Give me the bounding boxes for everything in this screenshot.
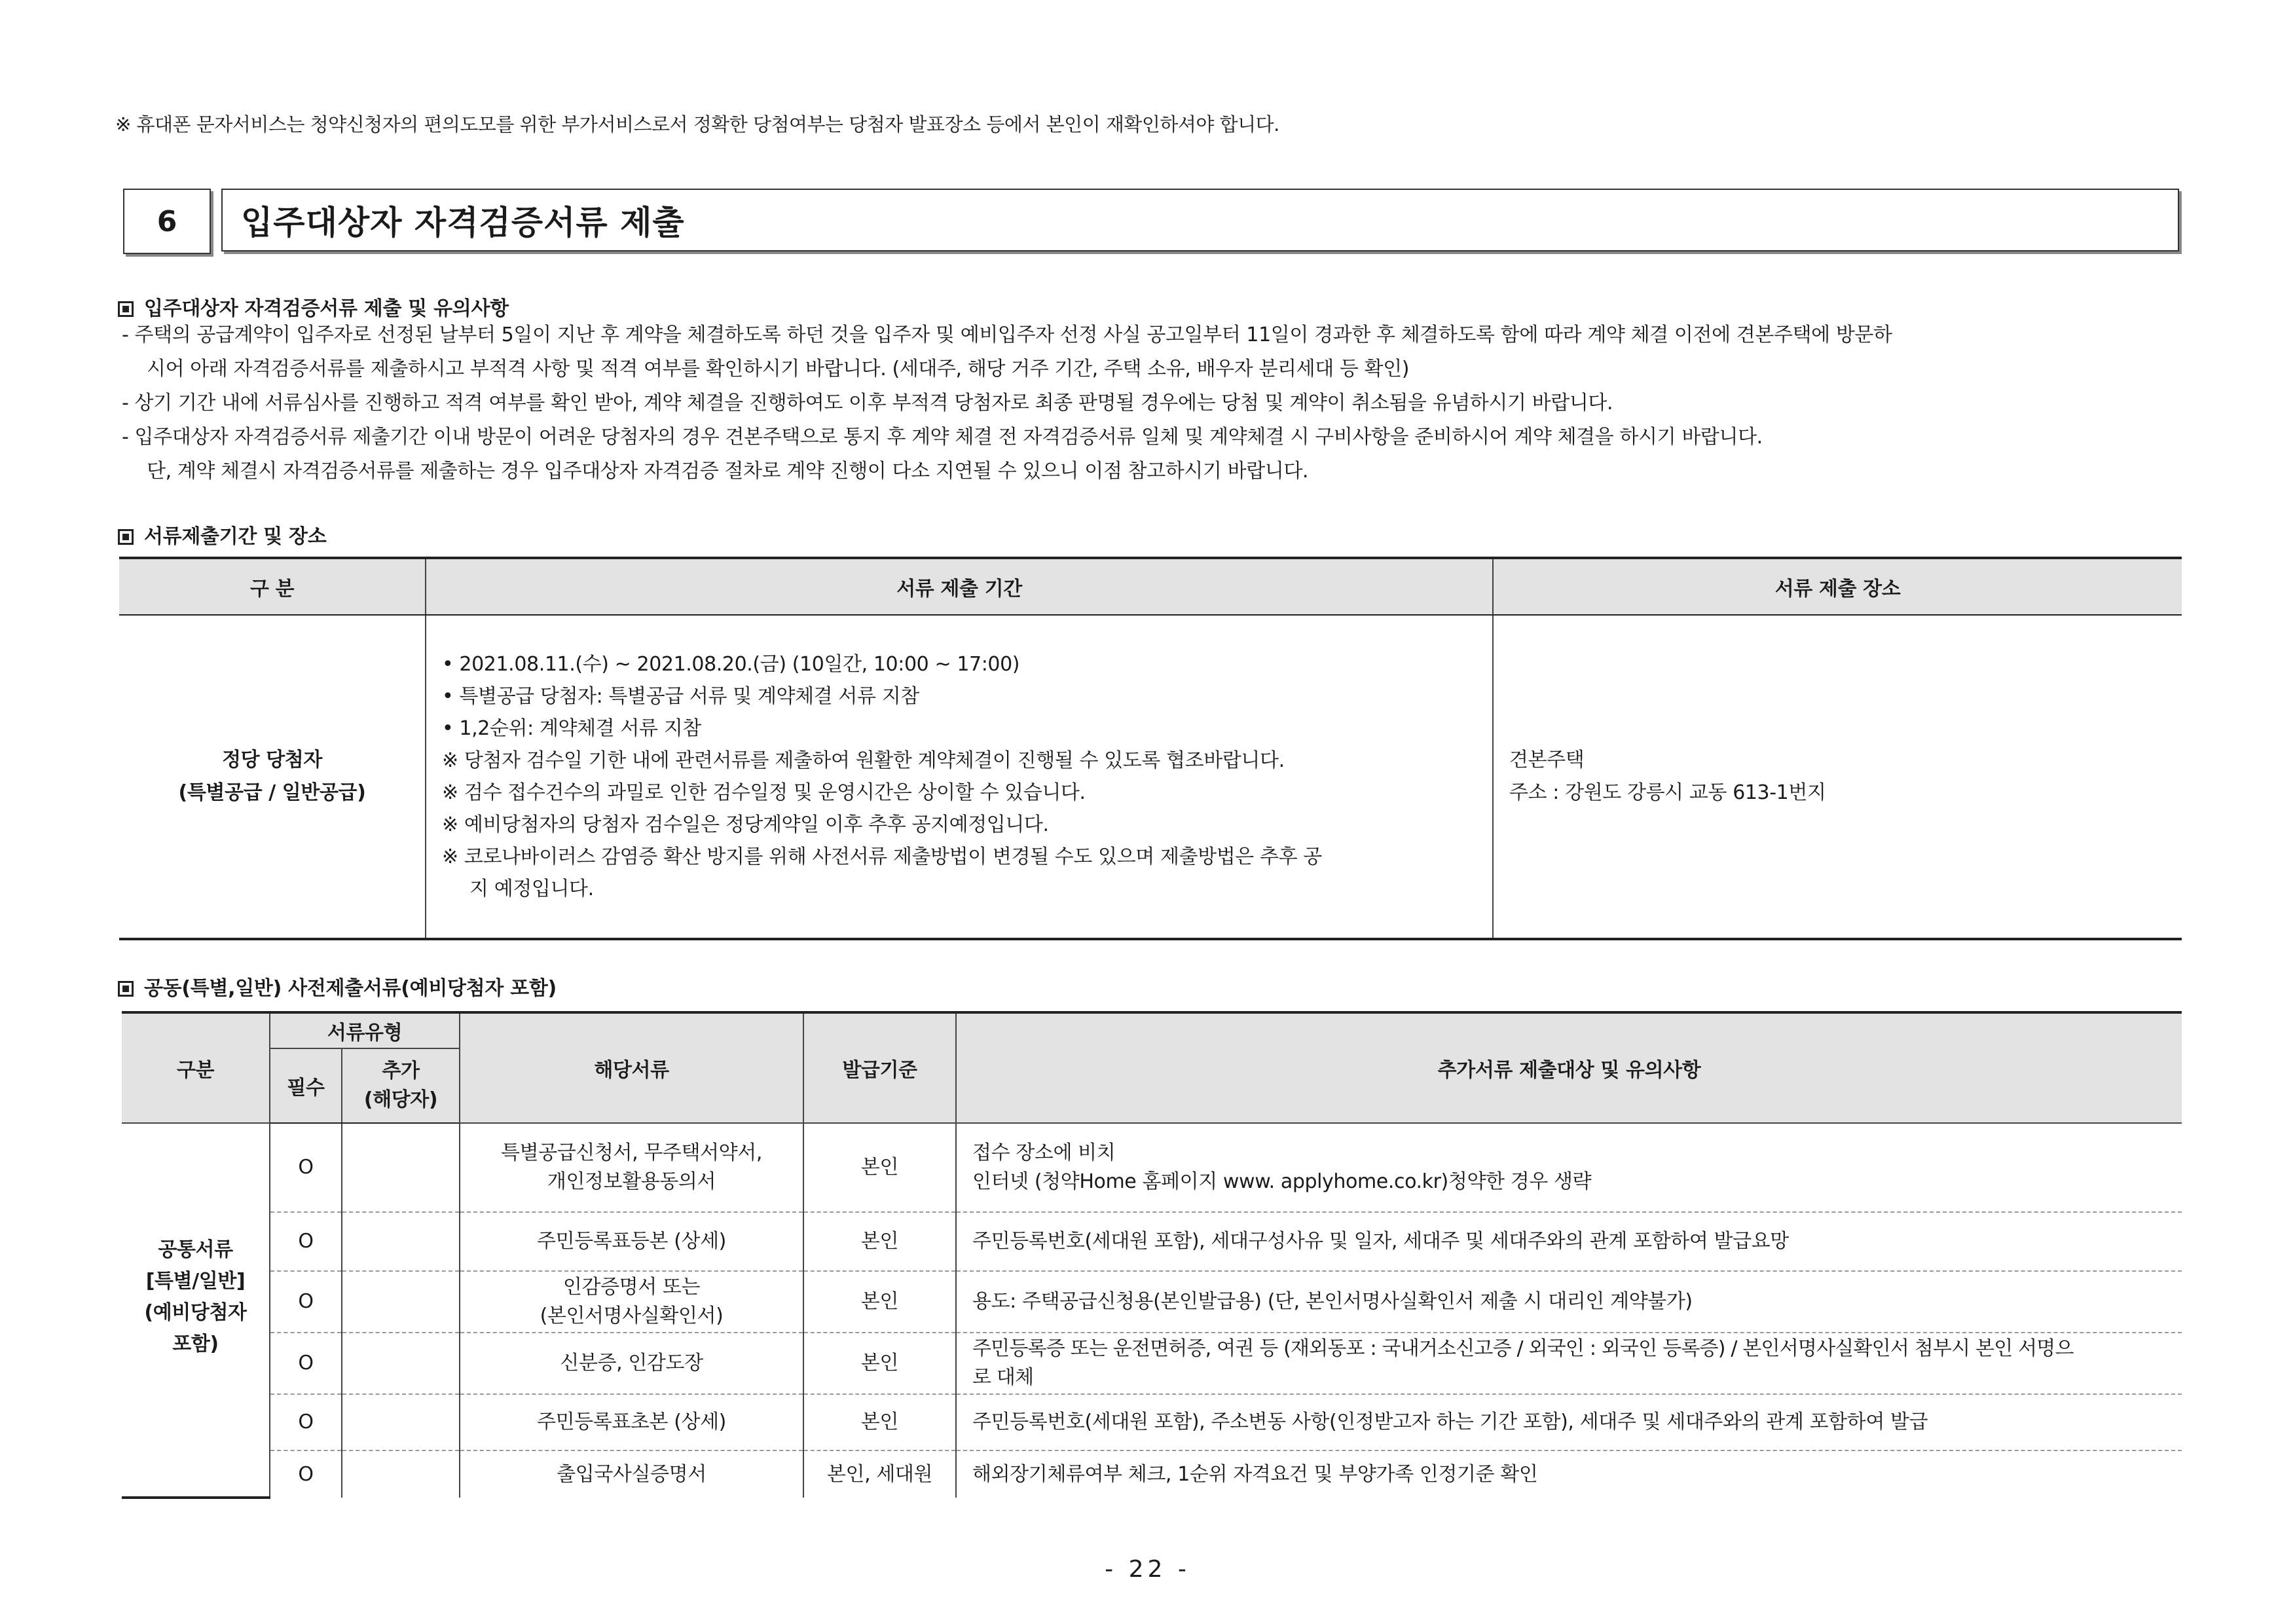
schedule-heading-text: 서류제출기간 및 장소 (144, 525, 327, 548)
documents-table (122, 1011, 2182, 1499)
cell-note (956, 1123, 2182, 1212)
document-line: 특별공급신청서, 무주택서약서, (501, 1141, 762, 1164)
section-title: 입주대상자 자격검증서류 제출 (221, 189, 2179, 251)
schedule-table (119, 557, 2182, 940)
cell-note (956, 1333, 2182, 1394)
notice-line: - 상기 기간 내에 서류심사를 진행하고 적격 여부를 확인 받아, 계약 체결을 진행하여도 이후 부적격 당첨자로 최종 판명될 경우에는 당첨 및 계약이 취소됨을 유념하시기 바랍니다. (122, 392, 1613, 415)
cell-issuer: 본인 (803, 1123, 956, 1212)
schedule-category (119, 615, 426, 939)
cell-note: 용도: 주택공급신청용(본인발급용) (단, 본인서명사실확인서 제출 시 대리인 계약불가) (956, 1271, 2182, 1333)
cell-issuer: 본인 (803, 1394, 956, 1450)
note-line: 주민등록증 또는 운전면허증, 여권 등 (재외동포 : 국내거소신고증 / 외국인 : 외국인 등록증) / 본인서명사실확인서 첨부시 본인 서명으 (972, 1337, 2074, 1360)
schedule-heading (118, 520, 326, 549)
schedule-period (426, 615, 1493, 939)
period-line: 지 예정입니다. (469, 877, 594, 900)
cell-note: 주민등록번호(세대원 포함), 세대구성사유 및 일자, 세대주 및 세대주와의 관계 포함하여 발급요망 (956, 1212, 2182, 1271)
category-line: 포함) (172, 1332, 219, 1356)
header-issuer: 발급기준 (803, 1012, 956, 1123)
cell-required: O (270, 1333, 342, 1394)
cell-document: 주민등록표등본 (상세) (460, 1212, 803, 1271)
header-place: 서류 제출 장소 (1493, 558, 2182, 615)
table-header-row (122, 1012, 2182, 1048)
header-period: 서류 제출 기간 (426, 558, 1493, 615)
period-line: • 특별공급 당첨자: 특별공급 서류 및 계약체결 서류 지참 (442, 685, 919, 708)
category-line: 정당 당첨자 (222, 748, 322, 771)
notice-line: - 주택의 공급계약이 입주자로 선정된 날부터 5일이 지난 후 계약을 체결하도록 하던 것을 입주자 및 예비입주자 선정 사실 공고일부터 11일이 경과한 후 체결하도록 함에 따라 계약 체결 이전에 견본주택에 방문하 (122, 323, 1892, 346)
docs-heading-text: 공동(특별,일반) 사전제출서류(예비당첨자 포함) (144, 977, 557, 1000)
period-line: ※ 검수 접수건수의 과밀로 인한 검수일정 및 운영시간은 상이할 수 있습니다. (442, 781, 1086, 804)
schedule-place (1493, 615, 2182, 939)
cell-document (460, 1123, 803, 1212)
square-bullet-icon (118, 529, 134, 545)
notice-line: 시어 아래 자격검증서류를 제출하시고 부적격 사항 및 적격 여부를 확인하시기 바랍니다. (세대주, 해당 거주 기간, 주택 소유, 배우자 분리세대 등 확인) (147, 358, 1410, 380)
header-type-group: 서류유형 (270, 1012, 460, 1048)
period-line: ※ 당첨자 검수일 기한 내에 관련서류를 제출하여 원활한 계약체결이 진행될 수 있도록 협조바랍니다. (442, 749, 1285, 772)
cell-extra (342, 1394, 460, 1450)
category-line: (특별공급 / 일반공급) (178, 781, 366, 804)
notice-line: - 입주대상자 자격검증서류 제출기간 이내 방문이 어려운 당첨자의 경우 견본주택으로 통지 후 계약 체결 전 자격검증서류 일체 및 계약체결 시 구비사항을 준비하시어 계약 체결을 하시기 바랍니다. (122, 426, 1763, 449)
table-row (122, 1394, 2182, 1450)
docs-heading (118, 972, 557, 1001)
cell-extra (342, 1450, 460, 1498)
cell-document: 출입국사실증명서 (460, 1450, 803, 1498)
cell-issuer: 본인 (803, 1212, 956, 1271)
notice-heading (118, 292, 509, 321)
header-extra (342, 1048, 460, 1123)
note-line: 로 대체 (972, 1366, 1034, 1389)
table-row (122, 1450, 2182, 1498)
note-line: 접수 장소에 비치 (972, 1141, 1116, 1164)
cell-required: O (270, 1123, 342, 1212)
table-row (122, 1271, 2182, 1333)
period-line: ※ 예비당첨자의 당첨자 검수일은 정당계약일 이후 추후 공지예정입니다. (442, 813, 1049, 836)
header-extra-line: (해당자) (363, 1088, 438, 1111)
cell-required: O (270, 1271, 342, 1333)
place-line: 주소 : 강원도 강릉시 교동 613-1번지 (1509, 781, 1826, 804)
document-line: (본인서명사실확인서) (540, 1304, 724, 1327)
cell-extra (342, 1271, 460, 1333)
square-bullet-icon (118, 981, 134, 997)
header-document: 해당서류 (460, 1012, 803, 1123)
cell-required: O (270, 1394, 342, 1450)
sms-notice: ※ 휴대폰 문자서비스는 청약신청자의 편의도모를 위한 부가서비스로서 정확한 당첨여부는 당첨자 발표장소 등에서 본인이 재확인하셔야 합니다. (115, 113, 1279, 136)
cell-extra (342, 1212, 460, 1271)
section-number: 6 (123, 189, 211, 254)
cell-extra (342, 1333, 460, 1394)
cell-required: O (270, 1212, 342, 1271)
cell-note: 주민등록번호(세대원 포함), 주소변동 사항(인정받고자 하는 기간 포함), 세대주 및 세대주와의 관계 포함하여 발급 (956, 1394, 2182, 1450)
header-extra-line: 추가 (382, 1060, 420, 1082)
docs-category (122, 1123, 270, 1498)
cell-extra (342, 1123, 460, 1212)
table-row (122, 1212, 2182, 1271)
category-line: (예비당첨자 (144, 1301, 247, 1324)
period-line: • 2021.08.11.(수) ~ 2021.08.20.(금) (10일간, 10:00 ~ 17:00) (442, 653, 1020, 676)
period-line: ※ 코로나바이러스 감염증 확산 방지를 위해 사전서류 제출방법이 변경될 수도 있으며 제출방법은 추후 공 (442, 845, 1322, 868)
place-line: 견본주택 (1509, 748, 1585, 771)
notice-line: 단, 계약 체결시 자격검증서류를 제출하는 경우 입주대상자 자격검증 절차로 계약 진행이 다소 지연될 수 있으니 이점 참고하시기 바랍니다. (147, 460, 1309, 483)
header-category: 구 분 (119, 558, 426, 615)
table-row (122, 1123, 2182, 1212)
category-line: 공통서류 (158, 1238, 233, 1261)
period-line: • 1,2순위: 계약체결 서류 지참 (442, 717, 701, 740)
notice-heading-text: 입주대상자 자격검증서류 제출 및 유의사항 (144, 297, 509, 320)
cell-document: 주민등록표초본 (상세) (460, 1394, 803, 1450)
cell-document: 신분증, 인감도장 (460, 1333, 803, 1394)
cell-issuer: 본인 (803, 1333, 956, 1394)
cell-note: 해외장기체류여부 체크, 1순위 자격요건 및 부양가족 인정기준 확인 (956, 1450, 2182, 1498)
table-header-row (119, 558, 2182, 615)
note-line: 인터넷 (청약Home 홈페이지 www. applyhome.co.kr)청약한 경우 생략 (972, 1170, 1592, 1193)
cell-required: O (270, 1450, 342, 1498)
page-number: - 22 - (1105, 1556, 1190, 1583)
square-bullet-icon (118, 301, 134, 317)
cell-issuer: 본인, 세대원 (803, 1450, 956, 1498)
table-row (119, 615, 2182, 939)
header-category: 구분 (122, 1012, 270, 1123)
cell-issuer: 본인 (803, 1271, 956, 1333)
header-required: 필수 (270, 1048, 342, 1123)
category-line: [특별/일반] (145, 1269, 246, 1293)
header-notes: 추가서류 제출대상 및 유의사항 (956, 1012, 2182, 1123)
document-line: 개인정보활용동의서 (547, 1170, 716, 1193)
document-line: 인감증명서 또는 (562, 1276, 701, 1299)
cell-document (460, 1271, 803, 1333)
notice-body (122, 318, 2184, 489)
table-row (122, 1333, 2182, 1394)
